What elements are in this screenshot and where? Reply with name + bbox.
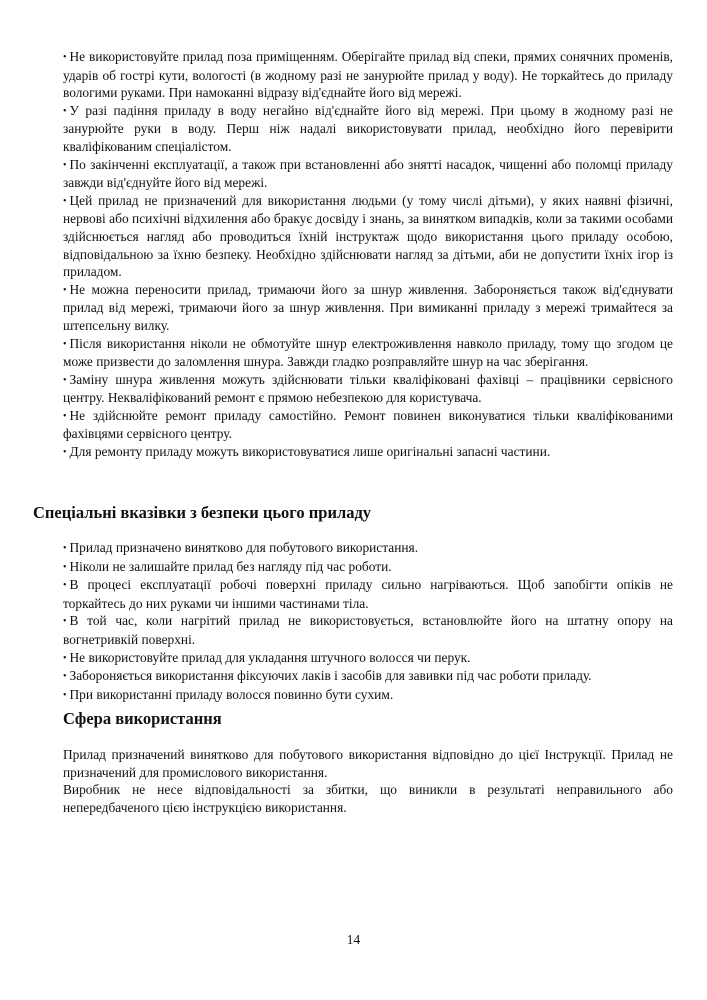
list-item-text: В той час, коли нагрітий прилад не використовується, встановлюйте його на штатну опору на вогнетривкій поверхні. [63, 613, 673, 647]
safety-warnings-list [63, 48, 673, 462]
list-item-text: При використанні приладу волосся повинно бути сухим. [69, 686, 394, 702]
list-item [63, 612, 673, 648]
bullet-icon: • [63, 374, 67, 386]
usage-section-title: Сфера використання [63, 709, 222, 728]
list-item [63, 443, 673, 462]
special-section-title: Спеціальні вказівки з безпеки цього приладу [33, 503, 372, 522]
list-item [63, 576, 673, 612]
list-item-text: Для ремонту приладу можуть використовуватися лише оригінальні запасні частини. [69, 444, 551, 460]
bullet-icon: • [63, 652, 67, 664]
list-item [63, 48, 673, 102]
list-item [63, 649, 673, 668]
list-item-text: Ніколи не залишайте прилад без нагляду під час роботи. [69, 558, 392, 574]
list-item-text: По закінченні експлуатації, а також при встановленні або знятті насадок, чищенні або поломці приладу завжди від'єднуйте його від мережі. [63, 156, 673, 191]
bullet-icon: • [63, 410, 67, 422]
bullet-icon: • [63, 616, 67, 628]
list-item [63, 156, 673, 192]
list-item [63, 667, 673, 686]
bullet-icon: • [63, 689, 67, 701]
list-item [63, 539, 673, 558]
list-item-text: Прилад призначено винятково для побутового використання. [69, 540, 419, 555]
bullet-icon: • [63, 543, 67, 554]
bullet-icon: • [63, 561, 67, 573]
bullet-icon: • [63, 105, 67, 117]
list-item-text: У разі падіння приладу в воду негайно від'єднайте його від мережі. При цьому в жодному разі не занурюйте руки в воду. Перш ніж надалі використовувати прилад, необхідно його перевірити кваліфікованим спеціалістом. [63, 102, 673, 154]
bullet-icon: • [63, 580, 67, 592]
list-item [63, 281, 673, 335]
special-instructions-list [63, 539, 673, 704]
list-item [63, 371, 673, 407]
list-item-text: Заміну шнура живлення можуть здійснювати тільки кваліфіковані фахівці – працівники сервісного центру. Некваліфікований ремонт є прямою небезпекою для користувача. [63, 371, 673, 406]
list-item-text: В процесі експлуатації робочі поверхні приладу сильно нагріваються. Щоб запобігти опіків не торкайтесь до них руками чи іншими частинами тіла. [63, 577, 673, 611]
usage-paragraph: Виробник не несе відповідальності за збитки, що виникли в результаті неправильного або непередбаченого цією інструкцією використання. [63, 782, 673, 815]
list-item [63, 407, 673, 443]
bullet-icon: • [63, 52, 67, 63]
list-item-text: Не здійснюйте ремонт приладу самостійно. Ремонт повинен виконуватися тільки кваліфікованими фахівцями сервісного центру. [63, 407, 673, 442]
bullet-icon: • [63, 159, 67, 171]
list-item [63, 192, 673, 281]
bullet-icon: • [63, 447, 67, 459]
usage-section-body [63, 746, 673, 816]
list-item-text: Цей прилад не призначений для використання людьми (у тому числі дітьми), у яких наявні фізичні, нервові або психічні відхилення або бракує досвіду і знань, за винятком випадків, коли за такими особами здійснюється нагляд або проводиться їхній інструктаж щодо використання цього приладу особою, відповідальною за їхню безпеку. Необхідно здійснювати нагляд за дітьми, аби не допустити їхніх ігор із приладом. [63, 192, 673, 280]
list-item-text: Забороняється використання фіксуючих лаків і засобів для завивки під час роботи приладу. [69, 668, 592, 684]
list-item-text: Після використання ніколи не обмотуйте шнур електроживлення навколо приладу, тому що згодом це може призвести до заломлення шнура. Завжди гладко розправляйте шнур на час зберігання. [63, 335, 673, 370]
list-item-text: Не використовуйте прилад поза приміщенням. Оберігайте прилад від спеки, прямих сонячних променів, ударів об гострі кути, вологості (в жодному разі не занурюйте прилад у воду). Не торкайтесь до приладу вологими руками. При намоканні відразу від'єднайте його від мережі. [63, 49, 673, 101]
list-item [63, 102, 673, 156]
page-number: 14 [346, 932, 361, 947]
bullet-icon: • [63, 671, 67, 683]
bullet-icon: • [63, 284, 67, 296]
bullet-icon: • [63, 195, 67, 207]
list-item [63, 335, 673, 371]
list-item-text: Не використовуйте прилад для укладання штучного волосся чи перук. [69, 649, 471, 665]
usage-paragraph: Прилад призначений винятково для побутового використання відповідно до цієї Інструкції. Прилад не призначений для промислового використання. [63, 747, 673, 780]
list-item [63, 686, 673, 705]
list-item [63, 558, 673, 577]
bullet-icon: • [63, 338, 67, 350]
list-item-text: Не можна переносити прилад, тримаючи його за шнур живлення. Забороняється також від'єднувати прилад від мережі, тримаючи його за шнур живлення. При вимиканні приладу з мережі тримайтеся за штепсельну вилку. [63, 281, 673, 333]
